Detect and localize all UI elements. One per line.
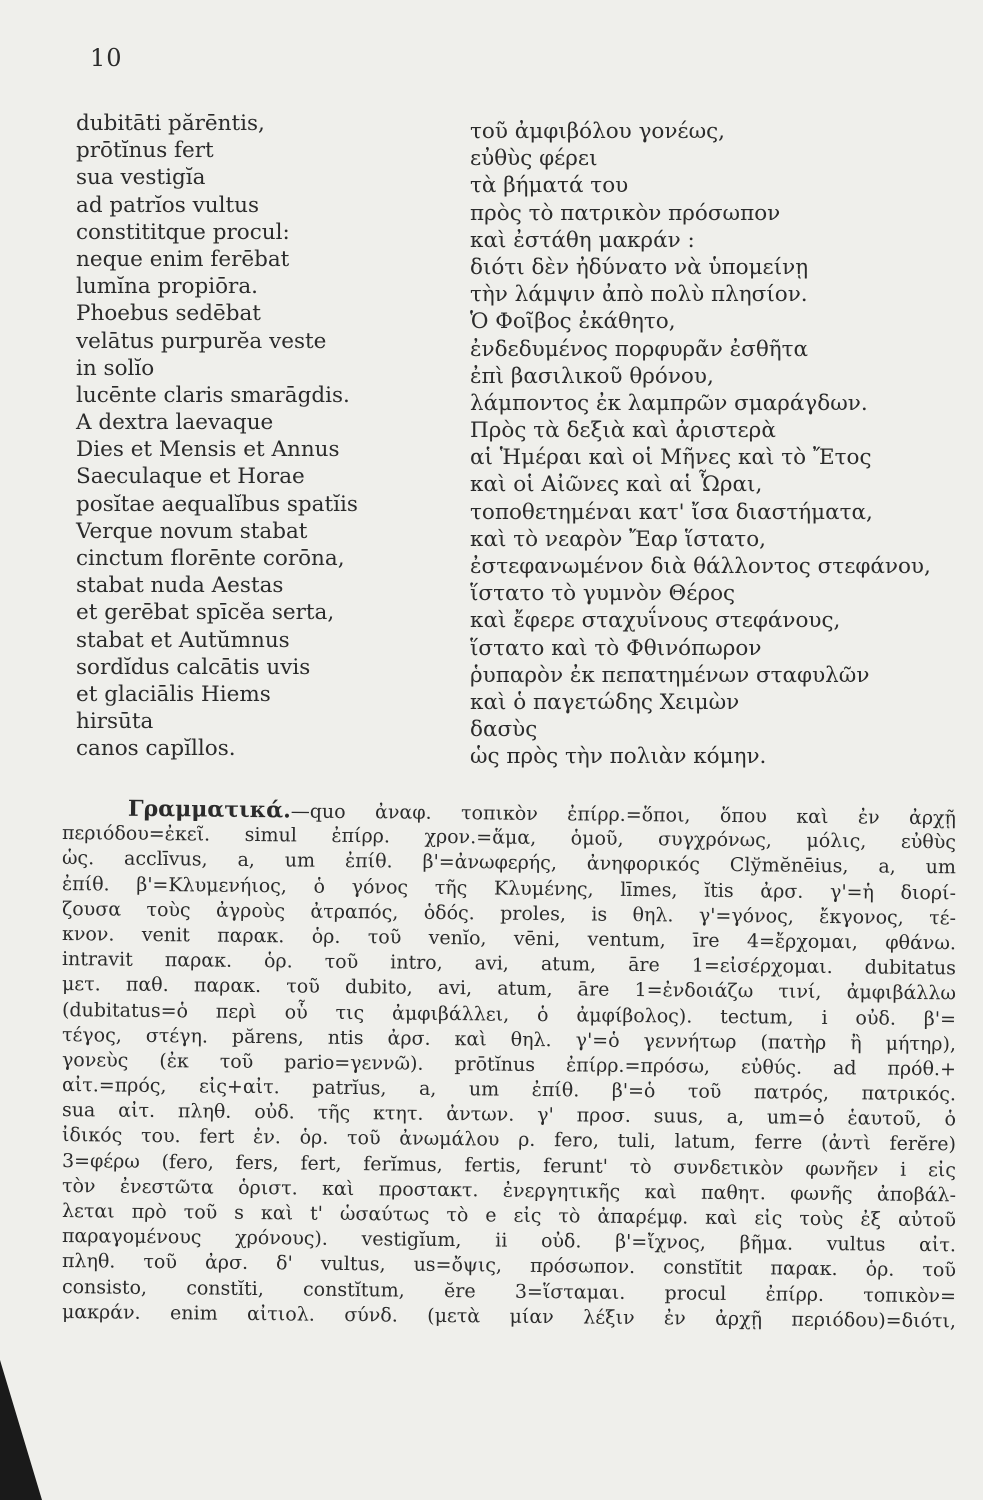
latin-verse-column [76, 110, 476, 763]
latin-verse-line: constititque procul: [76, 219, 290, 245]
latin-verse-line: sua vestigĭa [76, 165, 206, 191]
greek-verse-line: τοποθετημέναι κατ' ἴσα διαστήματα, [470, 499, 873, 525]
commentary-line: τὸν ἐνεστῶτα ὁριστ. καὶ προστακτ. ἐνεργητικῆς καὶ παθητ. φωνῆς ἀποβάλ- [61, 1174, 957, 1207]
latin-verse-line: canos capĭllos. [76, 736, 236, 762]
greek-verse-line: αἱ Ἡμέραι καὶ οἱ Μῆνες καὶ τὸ Ἔτος [470, 445, 872, 471]
greek-verse-line: τοῦ ἀμφιβόλου γονέως, [470, 119, 725, 144]
grammar-commentary [61, 795, 957, 1333]
page-number: 10 [90, 44, 123, 72]
commentary-line: μακράν. enim αἰτιολ. σύνδ. (μετὰ μίαν λέξιν ἐν ἀρχῇ περιόδου)=διότι, [61, 1300, 957, 1333]
latin-verse-line: dubitāti părēntis, [76, 111, 265, 136]
commentary-line: (dubitatus=ὁ περὶ οὗ τις ἀμφιβάλλει, ὁ ἀμφίβολος). tectum, i οὐδ. β'= [61, 998, 957, 1030]
greek-verse-line: ὡς πρὸς τὴν πολιὰν κόμην. [470, 744, 767, 770]
latin-verse-line: lucēnte claris smarāgdis. [76, 382, 350, 408]
latin-verse-line: sordĭdus calcātis uvis [76, 654, 311, 680]
greek-verse-line: ἐπὶ βασιλικοῦ θρόνου, [470, 363, 714, 389]
commentary-line: ὡς. acclīvus, a, um ἐπίθ. β'=ἀνωφερής, ἀνηφορικός Clўmĕnēius, a, um [61, 847, 957, 879]
greek-verse-line: καὶ τὸ νεαρὸν Ἔαρ ἵστατο, [470, 526, 766, 552]
greek-verse-line: ἐνδεδυμένος πορφυρᾶν ἐσθῆτα [470, 336, 809, 362]
commentary-line: πληθ. τοῦ ἀρσ. δ' vultus, us=ὄψις, πρόσωπον. constĭtit παρακ. ὁρ. τοῦ [61, 1250, 957, 1282]
latin-verse-line: et gerēbat spīcĕa serta, [76, 600, 335, 626]
latin-verse-line: prōtĭnus fert [76, 138, 214, 164]
commentary-line: ζουσα τοὺς ἀγροὺς ἀτραπός, ὁδός. proles, is θηλ. γ'=γόνος, ἔκγονος, τέ- [61, 897, 957, 930]
greek-verse-line: καὶ ὁ παγετώδης Χειμὼν [470, 689, 740, 715]
latin-verse-line: hirsūta [76, 709, 154, 735]
page-corner-shadow [0, 1360, 42, 1500]
commentary-line: sua αἰτ. πληθ. οὐδ. τῆς κτητ. ἀντων. γ' προσ. suus, a, um=ὁ ἑαυτοῦ, ὁ [61, 1099, 957, 1131]
latin-verse-line: posĭtae aequalĭbus spatĭis [76, 491, 358, 517]
greek-verse-line: καὶ ἐστάθη μακράν : [470, 227, 695, 253]
greek-verse-line: λάμποντος ἐκ λαμπρῶν σμαράγδων. [470, 390, 868, 416]
greek-translation-column [470, 118, 970, 771]
greek-verse-line: καὶ ἔφερε σταχυΐνους στεφάνους, [470, 608, 841, 634]
greek-verse-line: ἵστατο καὶ τὸ Φθινόπωρον [470, 635, 762, 661]
commentary-line-text: —quo ἀναφ. τοπικὸν ἐπίρρ.=ὅποι, ὅπου καὶ ἐν ἀρχῇ [290, 800, 957, 830]
latin-verse-line: in solĭo [76, 355, 155, 381]
greek-verse-line: εὐθὺς φέρει [470, 146, 598, 172]
greek-verse-line: ἐστεφανωμένον διὰ θάλλοντος στεφάνου, [470, 554, 931, 579]
greek-verse-line: ἵστατο τὸ γυμνὸν Θέρος [470, 581, 736, 607]
greek-verse-line: καὶ οἱ Αἰῶνες καὶ αἱ Ὧραι, [470, 472, 763, 498]
commentary-line: τέγος, στέγη. părens, ntis ἀρσ. καὶ θηλ. γ'=ὁ γεννήτωρ (πατὴρ ἢ μήτηρ), [61, 1023, 957, 1056]
latin-verse-line: velātus purpurĕa veste [76, 328, 327, 354]
latin-verse-line: lumĭna propiōra. [76, 274, 258, 300]
greek-verse-line: διότι δὲν ἠδύνατο νὰ ὑπομείνῃ [470, 254, 809, 280]
greek-verse-line: τὰ βήματά του [470, 173, 629, 199]
latin-verse-line: neque enim ferēbat [76, 246, 290, 272]
greek-verse-line: πρὸς τὸ πατρικὸν πρόσωπον [470, 200, 781, 226]
latin-verse-line: stabat et Autŭmnus [76, 627, 290, 653]
greek-verse-line: δασὺς [470, 717, 538, 743]
commentary-line: intravit παρακ. ὁρ. τοῦ intro, avi, atum, āre 1=εἰσέρχομαι. dubitatus [61, 948, 957, 980]
latin-verse-line: cinctum florēnte corōna, [76, 546, 345, 571]
commentary-line: κνον. venit παρακ. ὁρ. τοῦ venĭo, vēni, ventum, īre 4=ἔρχομαι, φθάνω. [61, 922, 957, 955]
latin-verse-line: Verque novum stabat [76, 518, 308, 544]
commentary-line: λεται πρὸ τοῦ s καὶ t' ὡσαύτως τὸ e εἰς τὸ ἀπαρέμφ. καὶ εἰς τοὺς ἐξ αὐτοῦ [61, 1200, 957, 1232]
latin-verse-line: Dies et Mensis et Annus [76, 437, 340, 463]
latin-verse-line: ad patrĭos vultus [76, 192, 259, 218]
latin-verse-line: Saeculaque et Horae [76, 464, 305, 490]
latin-verse-line: Phoebus sedēbat [76, 301, 261, 327]
commentary-line: περιόδου=ἐκεῖ. simul ἐπίρρ. χρον.=ἅμα, ὁμοῦ, συγχρόνως, μόλις, εὐθὺς [61, 822, 957, 854]
commentary-line: παραγομένους χρόνους). vestigĭum, ii οὐδ. β'=ἴχνος, βῆμα. vultus αἰτ. [61, 1225, 957, 1257]
commentary-line: αἰτ.=πρός, εἰς+αἰτ. patrĭus, a, um ἐπίθ. β'=ὁ τοῦ πατρός, πατρικός. [61, 1074, 957, 1106]
commentary-line: consisto, constĭti, constĭtum, ĕre 3=ἵσταμαι. procul ἐπίρρ. τοπικὸν= [61, 1275, 957, 1307]
commentary-line: ἐπίθ. β'=Κλυμενήιος, ὁ γόνος τῆς Κλυμένης, līmes, ĭtis ἀρσ. γ'=ἡ διορί- [61, 872, 957, 904]
commentary-line: γονεὺς (ἐκ τοῦ pario=γεννῶ). prōtĭnus ἐπίρρ.=πρόσω, εὐθύς. ad πρόθ.+ [61, 1048, 957, 1081]
latin-verse-line: A dextra laevaque [76, 410, 274, 436]
latin-verse-line: et glaciālis Hiems [76, 681, 271, 707]
greek-verse-line: ῥυπαρὸν ἐκ πεπατημένων σταφυλῶν [470, 662, 870, 688]
commentary-line: 3=φέρω (fero, fers, fert, ferĭmus, fertis, ferunt' τὸ συνδετικὸν φωνῆεν i εἰς [61, 1149, 957, 1181]
greek-verse-line: Ὁ Φοῖβος ἐκάθητο, [470, 309, 676, 335]
commentary-heading: Γραμματικά. [127, 795, 291, 824]
commentary-line: μετ. παθ. παρακ. τοῦ dubito, avi, atum, āre 1=ἐνδοιάζω τινί, ἀμφιβάλλω [61, 973, 957, 1005]
latin-verse-line: stabat nuda Aestas [76, 573, 284, 599]
commentary-line: ἰδικός του. fert ἐν. ὁρ. τοῦ ἀνωμάλου ρ. fero, tuli, latum, ferre (ἀντὶ ferĕre) [61, 1124, 957, 1156]
greek-verse-line: τὴν λάμψιν ἀπὸ πολὺ πλησίον. [470, 282, 808, 308]
greek-verse-line: Πρὸς τὰ δεξιὰ καὶ ἀριστερὰ [470, 418, 776, 444]
